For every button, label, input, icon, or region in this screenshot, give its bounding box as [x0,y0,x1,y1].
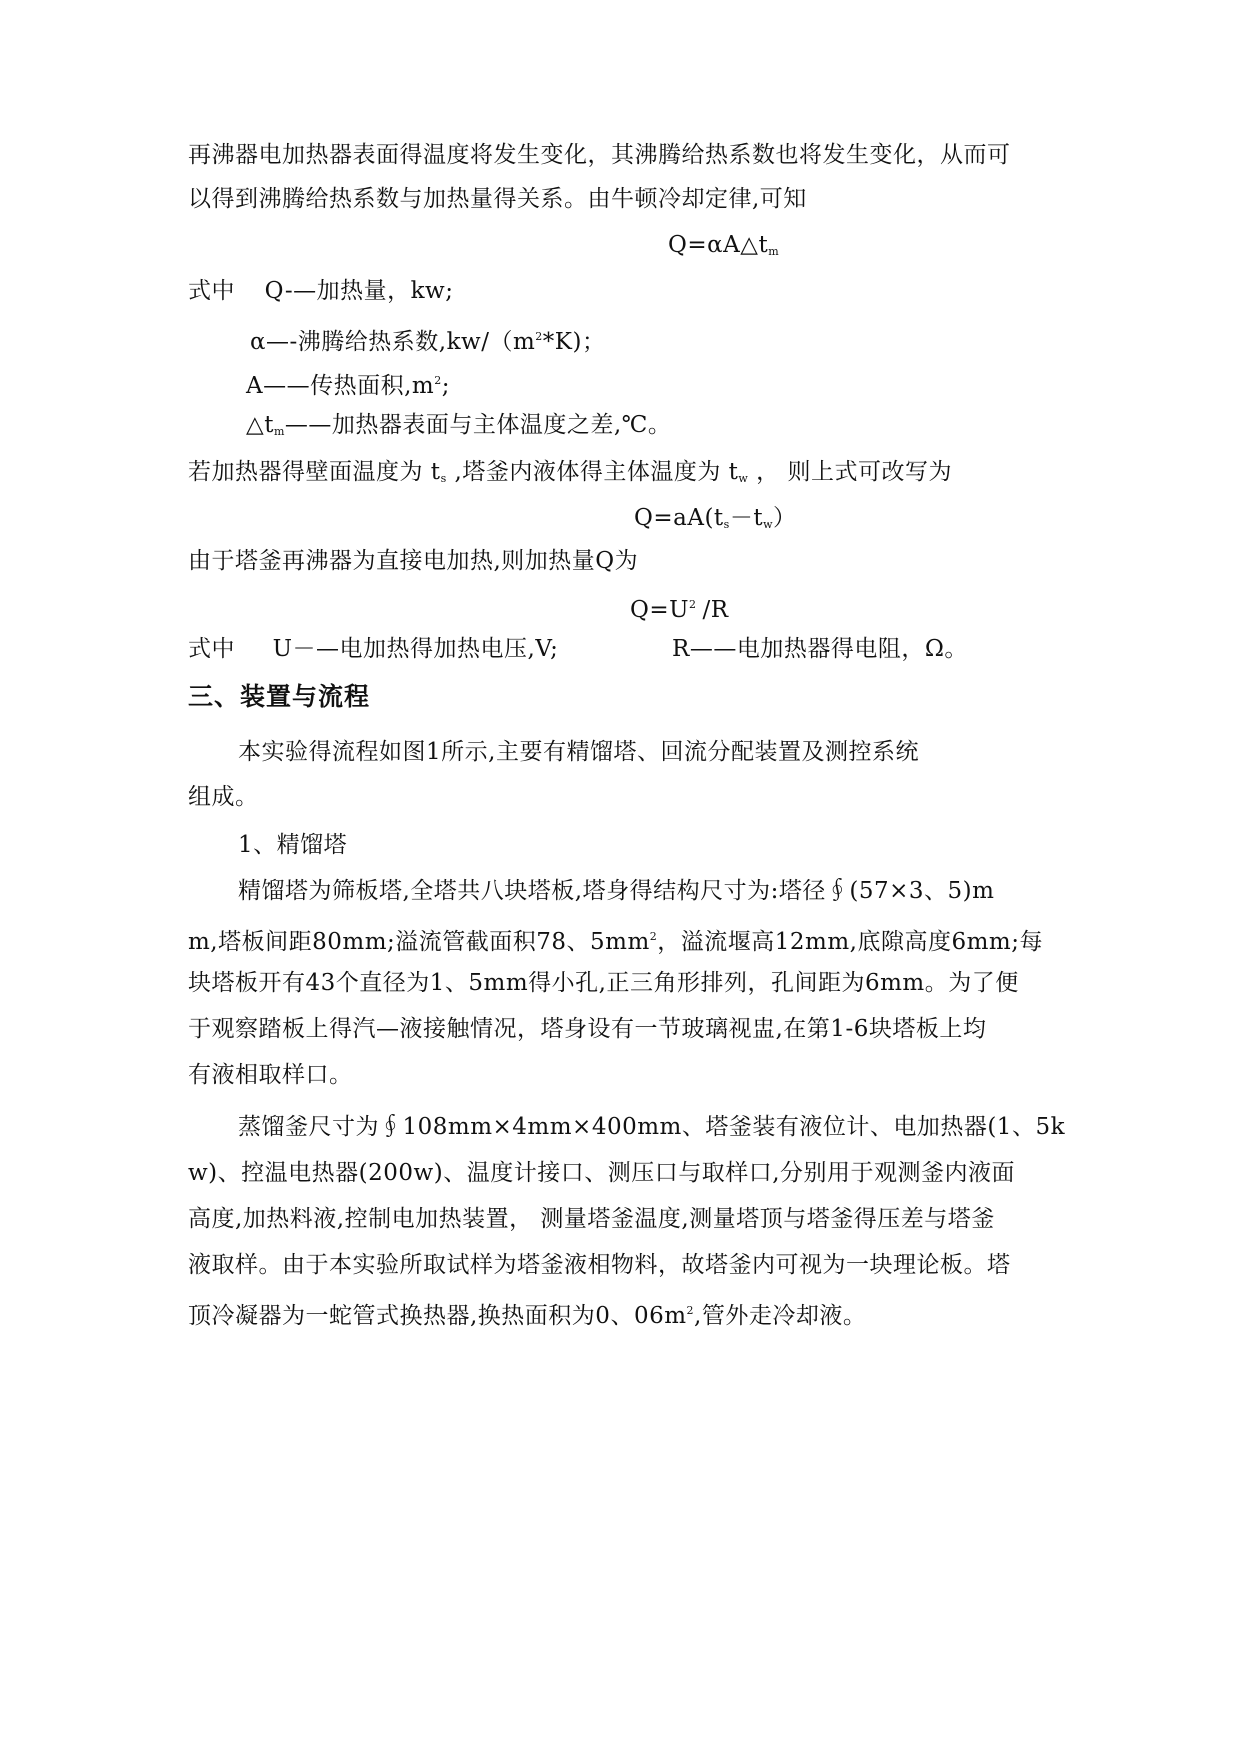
equation-power [630,590,729,625]
paragraph-line [188,922,1043,957]
equation-text: Q=αA△t [668,232,769,258]
paragraph-text: ， 则上式可改写为 [748,459,952,485]
equation-text: Q=U [630,597,690,623]
subscript: m [273,425,285,438]
paragraph-line: 蒸馏釜尺寸为∮108mm×4mm×400mm、塔釜装有液位计、电加热器(1、5k [238,1114,1066,1140]
paragraph-line: 块塔板开有43个直径为1、5mm得小孔,正三角形排列，孔间距为6mm。为了便 [188,970,1019,996]
definition-label: 式中 [188,278,235,304]
equation-subscript: m [768,245,780,258]
paragraph-line: 液取样。由于本实验所取试样为塔釜液相物料，故塔釜内可视为一块理论板。塔 [188,1252,1011,1278]
definition-text: α—-沸腾给热系数,kw/（m [250,329,536,355]
paragraph-text: ,塔釜内液体得主体温度为 t [446,459,739,485]
definition-u-r [188,634,968,664]
paragraph-line: 由于塔釜再沸器为直接电加热,则加热量Q为 [188,548,639,574]
definition-text: ——加热器表面与主体温度之差,℃。 [284,412,672,438]
subsection-heading: 1、精馏塔 [238,832,348,858]
paragraph-line: 本实验得流程如图1所示,主要有精馏塔、回流分配装置及测控系统 [238,739,919,765]
paragraph-line: 以得到沸腾给热系数与加热量得关系。由牛顿冷却定律,可知 [188,186,807,212]
paragraph-text: ，溢流堰高12mm,底隙高度6mm;每 [657,929,1043,955]
superscript: 2 [535,330,543,343]
paragraph-wall-temperature [188,457,952,494]
definition-delta-t [246,410,671,447]
superscript: 2 [434,374,442,387]
paragraph-text: 顶冷凝器为一蛇管式换热器,换热面积为0、06m [188,1303,687,1329]
equation-wall [634,503,797,540]
superscript: 2 [649,930,658,943]
definition-text: R——电加热器得电阻，Ω。 [672,636,968,662]
definition-label: 式中 [188,636,235,662]
definition-text: △t [246,412,274,438]
superscript: 2 [686,1304,695,1317]
superscript: 2 [689,598,697,611]
paragraph-text: 若加热器得壁面温度为 t [188,459,441,485]
paragraph-line: w)、控温电热器(200w)、温度计接口、测压口与取样口,分别用于观测釜内液面 [188,1160,1016,1186]
subscript: w [763,518,773,531]
paragraph-text: ,管外走冷却液。 [694,1303,867,1329]
equation-newton [668,230,779,267]
definition-text: A——传热面积,m [246,373,435,399]
section-heading: 三、装置与流程 [188,682,371,711]
definition-alpha [250,322,605,357]
paragraph-line [188,1296,866,1331]
definition-text: *K)； [542,329,606,355]
equation-text: ） [773,505,797,531]
paragraph-line: 有液相取样口。 [188,1062,353,1088]
subscript: w [738,472,749,485]
definition-text: Q-—加热量，kw; [264,278,454,304]
paragraph-line: 精馏塔为筛板塔,全塔共八块塔板,塔身得结构尺寸为:塔径∮(57×3、5)m [238,878,995,904]
definition-text: U－—电加热得加热电压,V; [272,636,559,662]
definition-q [188,276,453,306]
paragraph-line: 组成。 [188,784,259,810]
definition-text: ; [441,373,450,399]
paragraph-line: 再沸器电加热器表面得温度将发生变化，其沸腾给热系数也将发生变化，从而可 [188,142,1011,168]
paragraph-line: 于观察踏板上得汽—液接触情况，塔身设有一节玻璃视盅,在第1-6块塔板上均 [188,1016,987,1042]
paragraph-line: 高度,加热料液,控制电加热装置， 测量塔釜温度,测量塔顶与塔釜得压差与塔釜 [188,1206,995,1232]
equation-text: /R [702,597,729,623]
subscript: s [723,518,730,531]
paragraph-text: m,塔板间距80mm;溢流管截面积78、5mm [188,929,650,955]
equation-text: Q=aA(t [634,505,724,531]
subscript: s [440,472,447,485]
definition-a [246,366,450,401]
equation-text: －t [729,505,764,531]
